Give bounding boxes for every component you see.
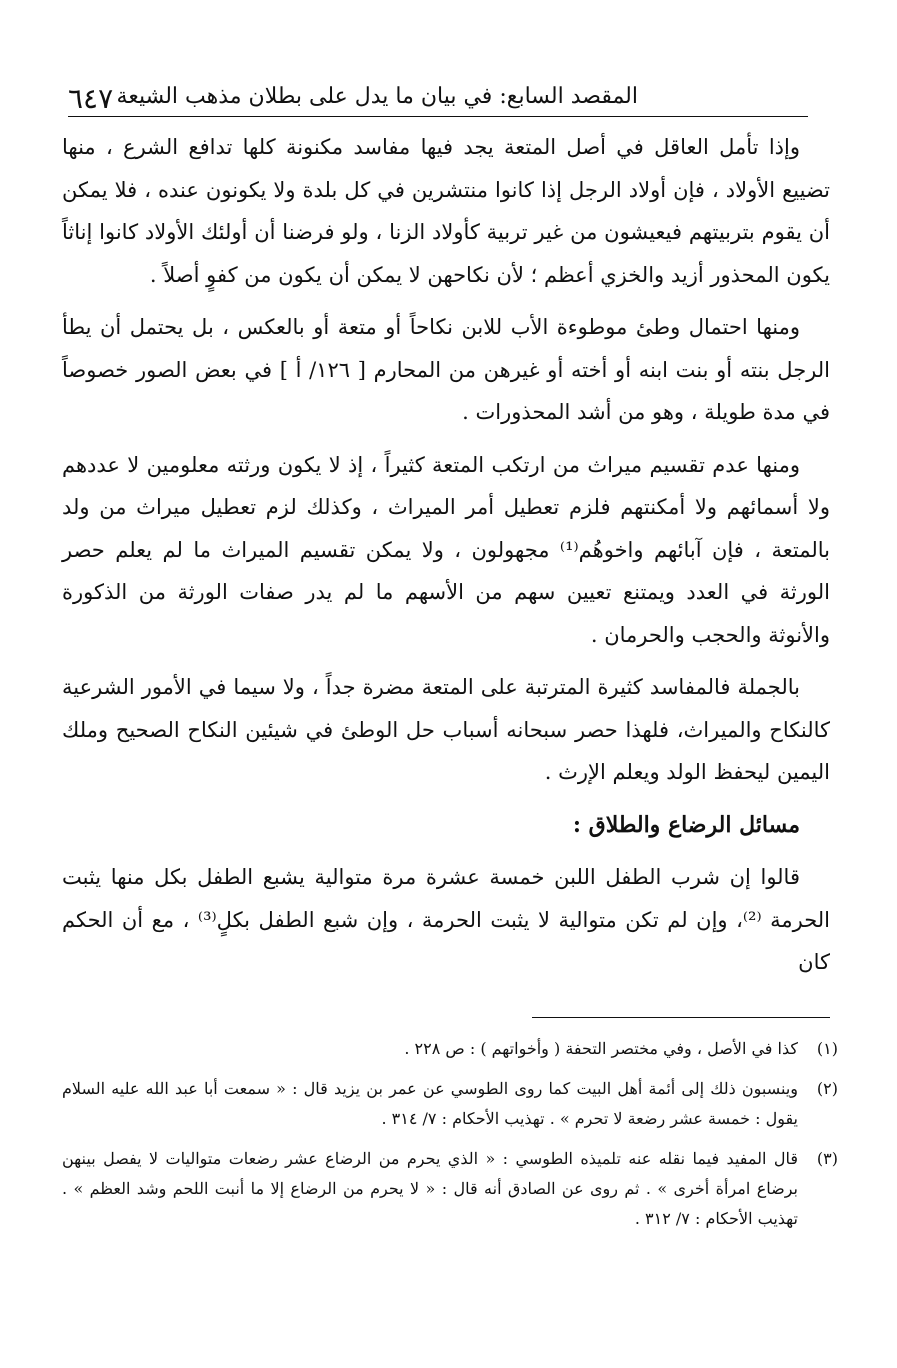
footnote-number: (٢) (816, 1079, 838, 1098)
footnote-text: وينسبون ذلك إلى أئمة أهل البيت كما روى الطوسي عن عمر بن يزيد قال : « سمعت أبا عبد الله عليه السلام يقول : خمسة عشر رضعة لا تحرم » . تهذيب الأحكام : ٧/ ٣١٤ . (62, 1079, 798, 1128)
main-text (62, 126, 830, 994)
paragraph: ومنها عدم تقسيم ميراث من ارتكب المتعة كثيراً ، إذ لا يكون ورثته معلومين لا عددهم ولا أسمائهم ولا أمكنتهم فلزم تعطيل أمر الميراث ، وكذلك لزم تعطيل ميراث من ولد بالمتعة ، فإن آبائهم واخوهُم⁽¹⁾ مجهولون ، ولا يمكن تقسيم الميراث ما لم يعلم حصر الورثة في العدد ويمتنع تعيين سهم من الأسهم ما لم يدر صفات الورثة من الذكورة والأنوثة والحجب والحرمان . (62, 452, 830, 647)
footnotes (62, 1034, 838, 1244)
section-heading: مسائل الرضاع والطلاق : (572, 811, 800, 838)
footnote (62, 1144, 838, 1234)
footnote-text: كذا في الأصل ، وفي مختصر التحفة ( وأخواتهم ) : ص ٢٢٨ . (404, 1039, 798, 1058)
paragraph: قالوا إن شرب الطفل اللبن خمسة عشرة مرة متوالية يشبع الطفل بكل منها يثبت الحرمة ⁽²⁾، وإن لم تكن متوالية لا يثبت الحرمة ، وإن شبع الطفل بكلٍ⁽³⁾ ، مع أن الحكم كان (62, 865, 831, 974)
paragraph: بالجملة فالمفاسد كثيرة المترتبة على المتعة مضرة جداً ، ولا سيما في الأمور الشرعية كالنكاح والميراث، فلهذا حصر سبحانه أسباب حل الوطئ في شيئين النكاح الصحيح وملك اليمين ليحفظ الولد ويعلم الإرث . (62, 675, 830, 784)
footnote-number: (٣) (816, 1149, 838, 1168)
footnote-divider (532, 1017, 830, 1018)
footnote (62, 1074, 838, 1134)
running-head: المقصد السابع: في بيان ما يدل على بطلان مذهب الشيعة (116, 84, 638, 109)
footnote (62, 1034, 838, 1064)
footnote-text: قال المفيد فيما نقله عنه تلميذه الطوسي : « الذي يحرم من الرضاع عشر رضعات متواليات لا يفصل بينهن برضاع امرأة أخرى » . ثم روى عن الصادق أنه قال : « لا يحرم من الرضاع إلا ما أنبت اللحم وشد العظم » . تهذيب الأحكام : ٧/ ٣١٢ . (62, 1149, 798, 1228)
footnote-number: (١) (816, 1039, 838, 1058)
paragraph: وإذا تأمل العاقل في أصل المتعة يجد فيها مفاسد مكنونة كلها تدافع الشرع ، منها تضييع الأولاد ، فإن أولاد الرجل إذا كانوا منتشرين في كل بلدة ولا يكونون عنده ، فلا يمكن أن يقوم بتربيتهم فيعيشون من غير تربية كأولاد الزنا ، ولو فرضنا أن أولئك الأولاد كانوا إناثاً يكون المحذور أزيد والخزي أعظم ؛ لأن نكاحهن لا يمكن أن يكون من كفوٍ أصلاً . (62, 135, 830, 287)
page-header (68, 80, 808, 117)
paragraph: ومنها احتمال وطئ موطوءة الأب للابن نكاحاً أو متعة أو بالعكس ، بل يحتمل أن يطأ الرجل بنته أو بنت ابنه أو أخته أو غيرهن من المحارم [ ١٢٦/ أ ] في بعض الصور خصوصاً في مدة طويلة ، وهو من أشد المحذورات . (62, 315, 830, 424)
page-number: ٦٤٧ (68, 82, 114, 115)
